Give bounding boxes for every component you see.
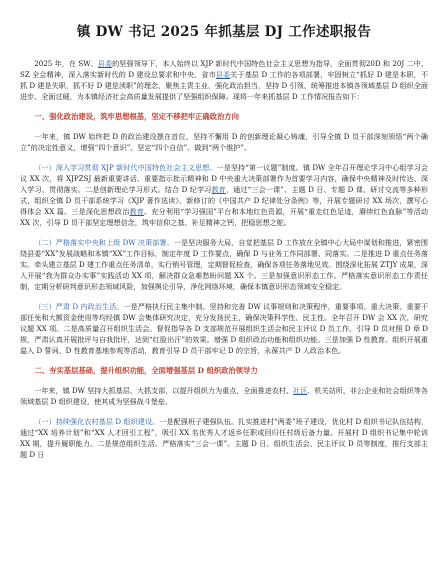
county-committee-link-2[interactable]: 县委: [215, 70, 231, 79]
text-run: 2025 年，在 SW、: [34, 59, 98, 68]
section-heading-1: 一、强化政治建设，筑牢思想根基，坚定不移把牢正确政治方向: [34, 112, 239, 121]
text-run: 的坚强领导下，本人始终以 XJP 新时代中国特色社会主义思想为指导，全面贯彻20D 和 20J 二中、SZ 全会精神，深入落实新时代的 D 建设总要求和中央、省市: [20, 59, 429, 79]
subsection-4-paragraph: [20, 416, 428, 460]
section-heading-2: 二、夯实基层基础，提升组织功能，全面增强基层 D 组织政治领导力: [34, 366, 258, 375]
subsection-heading-1: （一）深入学习贯彻 XJP 新时代中国特色社会主义思想。: [34, 163, 217, 172]
section1-intro: 一年来，镇 DW 始终把 D 的政治建设摆在首位，坚持不懈用 D 的创新理论凝心铸魂，引导全镇 D 员干部深刻领悟“两个确立”的决定性意义，增强“四个意识”、坚定“四个自信”、做到“两个维护”。: [20, 132, 428, 152]
text-run: 一年来，镇 DW 坚持大抓基层、大抓支部，以提升组织力为重点，全面推进农村、: [34, 386, 294, 395]
text-run: 一是配强班子建强队伍。扎实推进村“两委”班子建设，优化村 D 组织书记队伍结构，通过“XX 培养计划”和“XX 人才回引工程”，吸引 XX 名优秀人才返乡任职或回归任村级后备力量。开展村 D 组织书记集中轮训 XX 期，提升履职能力。二是规范组织生活。严格落实“三会一课”、主题 D 日、组织生活会、民主评议 D 员等制度，推行支部主题 D 日: [20, 417, 428, 459]
subsection-heading-4: （一）持续强化农村基层 D 组织建设。: [34, 417, 160, 426]
text-run: ，通过“三会一课”、主题 D 日、专题 D 课、研讨交流等多种形式，组织全镇 D 员干部系统学习《XJP 著作选读》、新修订的《中国共产 D 纪律处分条例》等，开展专题研讨 XX 场次，撰写心得体会 XX 篇。三是深化思想政治: [20, 185, 428, 216]
community-link[interactable]: 社区: [293, 386, 308, 395]
subsection-1-paragraph: [20, 162, 428, 228]
text-run: 关于基层 D 工作的各项部署，牢固树立“抓好 D 建是本职，不抓 D 建是失职，抓不好 D 建是渎职”的理念，聚焦主责主业，强化政治担当，坚持 D 引领，统筹推进本镇各领域基层 D 组织全面进步、全面过硬，为本镇经济社会高质量发展提供了坚强组织保障。现将一年来抓基层 D 工作情况报告如下：: [20, 70, 428, 101]
text-run: 一是严格执行民主集中制。坚持和完善 DW 议事规则和决策程序，重要事项、重大决策、重要干部任免和大额资金使用等均经镇 DW 会集体研究决定，充分发扬民主，确保决策科学性、民主性。全年召开 DW 会 XX 次，研究议题 XX 项。二是高质量召开组织生活会。督促指导各 D 支部规范开展组织生活会和民主评议 D 员工作，引导 D 员对照 D 章 D 规，严肃认真开展批评与自我批评，达到“红脸出汗”的效果。增强 D 组织政治功能和组织功能。三是加强 D 性教育。组织开展重温入 D 誓词、D 性教育基地参观等活动，教育引导 D 员干部牢记 D 的宗旨，永葆共产 D 人政治本色。: [20, 302, 428, 355]
section2-intro: [20, 385, 428, 407]
text-run: 。充分利用“学习强国”平台和本地红色资源，开展“重走红色足迹，赓续红色血脉”等活动 XX 次，引导 D 员干部坚定理想信念，筑牢信仰之基、补足精神之钙，把稳思想之舵。: [20, 207, 429, 227]
subsection-heading-3: （三）严肃 D 内政治生活。: [34, 302, 124, 311]
text-run: 一是坚决服务大局，自觉把基层 D 工作放在全镇中心大局中谋划和推进，紧密围绕县委“XX”发展战略和本镇“XX”工作目标，制定年度 D 工作要点，确保 D 与业务工作同部署、同落实。二是推进 D 重点任务落实。牵头建立基层 D 建工作重点任务清单，实行销号管理，定期督促检查，确保各项任务落地见效。围绕深化拓展 ZTJY 成果，深入开展“我为群众办实事”实践活动 XX 项，解决群众急难愁盼问题 XX 个。三是加强意识形态工作。严格落实意识形态工作责任制，定期分析研判意识形态领域风险，加强舆论引导，净化网络环境，确保本镇意识形态领域安全稳定。: [20, 238, 428, 291]
text-run: 、机关站所、非公企业和社会组织等各领域基层 D 组织建设，使其成为坚强战斗堡垒。: [20, 386, 428, 406]
intro-paragraph: [20, 58, 428, 102]
document-title: 镇 DW 书记 2025 年抓基层 DJ 工作述职报告: [76, 24, 372, 40]
subsection-3-paragraph: [20, 301, 428, 356]
county-committee-link[interactable]: 县委: [97, 59, 113, 68]
education-link-2[interactable]: 教育: [129, 207, 145, 216]
text-run: 一是坚持“第一议题”制度。镇 DW 全年召开理论学习中心组学习会议 XX 次，将 XJPZSJ 最新重要讲话、重要指示批示精神和 D 中央重大决策部署作为首要学习内容，确保中央精神及时传达、深入学习、贯彻落实。二是创新理论学习形式。结合 D 纪学习: [20, 163, 428, 194]
subsection-2-paragraph: [20, 237, 428, 292]
education-link[interactable]: 教育: [211, 185, 226, 194]
subsection-heading-2: （二）严格落实中央和上级 DW 决策部署。: [34, 238, 174, 247]
